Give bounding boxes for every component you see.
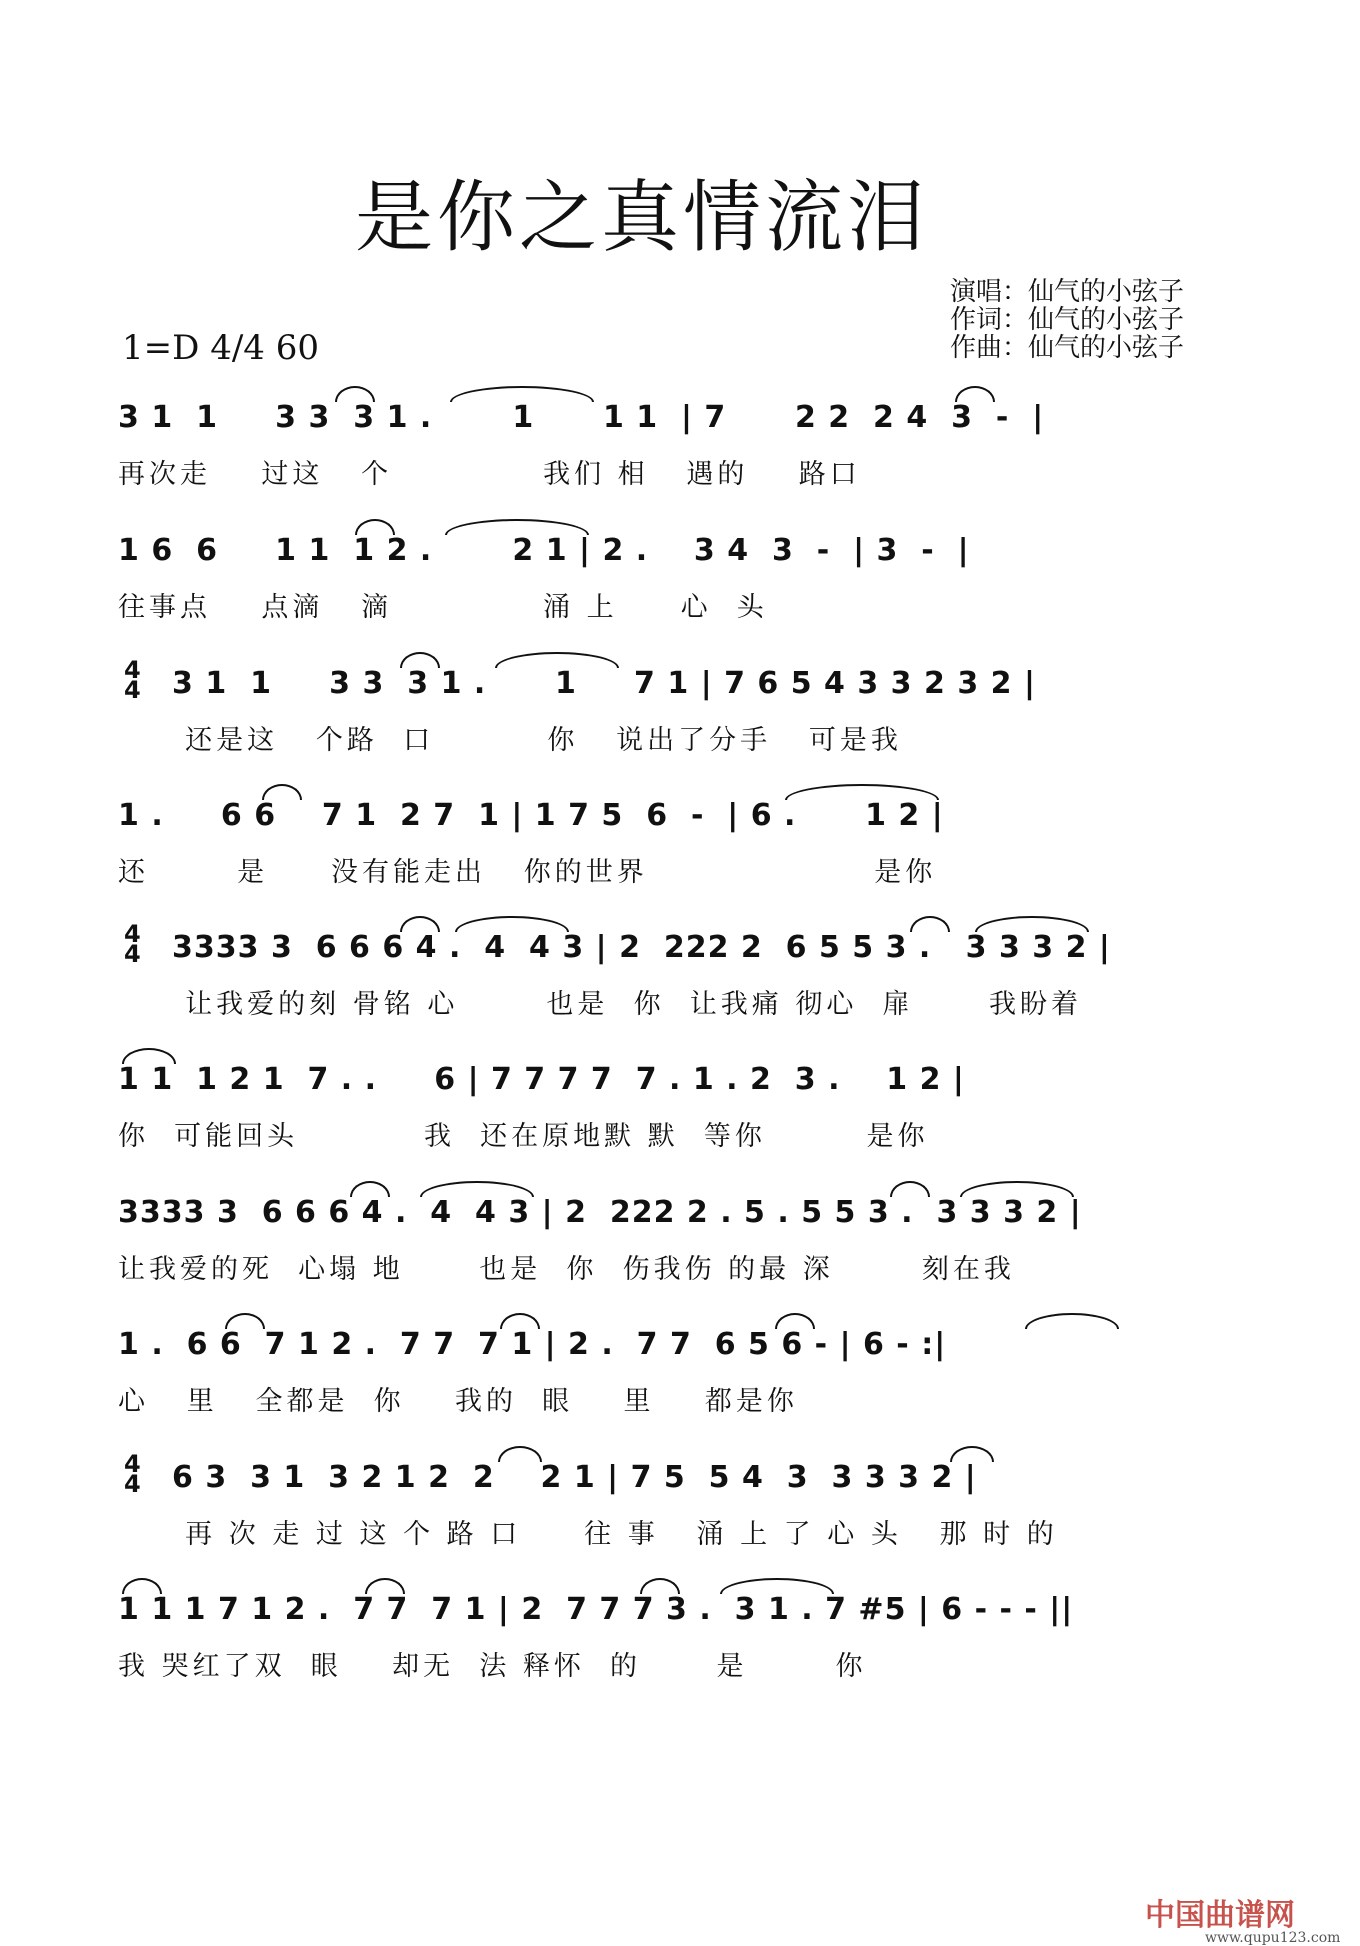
tie-arc: [122, 1578, 162, 1594]
score-line-6: [0, 1062, 1360, 1182]
score-line-8: [0, 1327, 1360, 1447]
key-signature: 1=D 4/4 60: [122, 328, 319, 368]
composer-credit: 作曲：仙气的小弦子: [950, 333, 1185, 363]
score-line-5: [0, 920, 1360, 1050]
tie-arc: [122, 1048, 176, 1064]
tie-arc: [910, 916, 950, 932]
notes: 1 . 6 6 7 1 2 . 7 7 7 1 | 2 . 7 7 6 5 6 - | 6 - :|: [118, 1327, 947, 1362]
tie-arc: [350, 1181, 390, 1197]
tie-arc: [500, 1313, 540, 1329]
tie-arc: [450, 386, 594, 402]
notes: 1 1 1 7 1 2 . 7 7 7 1 | 2 7 7 7 3 . 3 1 . 7 #5 | 6 - - - ||: [118, 1592, 1074, 1627]
lyrics: 还是这 个路 口 你 说出了分手 可是我: [160, 725, 902, 756]
score-line-10: [0, 1592, 1360, 1712]
tie-arc: [262, 784, 302, 800]
site-logo: 中国曲谱网 www.qupu123.com: [1145, 1898, 1341, 1946]
tie-arc: [335, 386, 375, 402]
credits-block: [950, 278, 1184, 362]
lyrics: 让我爱的刻 骨铭 心 也是 你 让我痛 彻心 扉 我盼着: [160, 989, 1082, 1020]
tie-arc: [400, 652, 440, 668]
tie-arc: [445, 519, 589, 535]
singer-credit: 演唱：仙气的小弦子: [950, 277, 1185, 307]
score-line-2: [0, 533, 1360, 653]
tie-arc: [975, 916, 1089, 932]
lyrics: 还 是 没有能走出 你的世界 是你: [118, 857, 937, 888]
tie-arc: [400, 916, 440, 932]
tie-arc: [498, 1446, 542, 1462]
tie-arc: [720, 1578, 834, 1594]
score-line-7: [0, 1195, 1360, 1315]
notes: 3 1 1 3 3 3 1 . 1 1 1 | 7 2 2 2 4 3 - |: [118, 400, 1045, 435]
lyrics: 我 哭红了双 眼 却无 法 释怀 的 是 你: [118, 1651, 867, 1682]
tie-arc: [785, 784, 939, 800]
notes: 3333 3 6 6 6 4 . 4 4 3 | 2 222 2 . 5 . 5 5 3 . 3 3 3 2 |: [118, 1195, 1082, 1230]
time-signature-44: 4 4: [124, 1450, 141, 1498]
score-line-4: [0, 798, 1360, 918]
notes: 1 . 6 6 7 1 2 7 1 | 1 7 5 6 - | 6 . 1 2 |: [118, 798, 944, 833]
tie-arc: [495, 652, 619, 668]
tie-arc: [955, 386, 995, 402]
tie-arc: [640, 1578, 680, 1594]
tie-arc: [890, 1181, 930, 1197]
score-line-9: [0, 1450, 1360, 1580]
tie-arc: [420, 1181, 534, 1197]
lyrics: 让我爱的死 心塌 地 也是 你 伤我伤 的最 深 刻在我: [118, 1254, 1015, 1285]
lyrics: 再次走 过这 个 我们 相 遇的 路口: [118, 459, 861, 490]
tie-arc: [455, 916, 569, 932]
lyricist-credit: 作词：仙气的小弦子: [950, 305, 1185, 335]
time-signature-44: 4 4: [124, 656, 141, 704]
tie-arc: [365, 1578, 405, 1594]
score-line-1: [0, 400, 1360, 520]
lyrics: 往事点 点滴 滴 涌 上 心 头: [118, 592, 768, 623]
tie-arc: [775, 1313, 815, 1329]
notes: 1 1 1 2 1 7 . . 6 | 7 7 7 7 7 . 1 . 2 3 . 1 2 |: [118, 1062, 965, 1097]
lyrics: 你 可能回头 我 还在原地默 默 等你 是你: [118, 1121, 929, 1152]
tie-arc: [950, 1446, 994, 1462]
song-title: 是你之真情流泪: [355, 173, 930, 263]
tie-arc: [960, 1181, 1074, 1197]
notes: 1 6 6 1 1 1 2 . 2 1 | 2 . 3 4 3 - | 3 - |: [118, 533, 970, 568]
notes: 6 3 3 1 3 2 1 2 2 2 1 | 7 5 5 4 3 3 3 3 2 |: [172, 1460, 977, 1495]
notes: 3333 3 6 6 6 4 . 4 4 3 | 2 222 2 6 5 5 3 . 3 3 3 2 |: [172, 930, 1111, 965]
tie-arc: [1025, 1313, 1119, 1329]
tie-arc: [225, 1313, 265, 1329]
lyrics: 心 里 全都是 你 我的 眼 里 都是你: [118, 1386, 798, 1417]
score-line-3: [0, 656, 1360, 786]
notes: 3 1 1 3 3 3 1 . 1 7 1 | 7 6 5 4 3 3 2 3 2 |: [172, 666, 1036, 701]
tie-arc: [355, 519, 395, 535]
time-signature-44: 4 4: [124, 920, 141, 968]
lyrics: 再 次 走 过 这 个 路 口 往 事 涌 上 了 心 头 那 时 的: [160, 1519, 1058, 1550]
